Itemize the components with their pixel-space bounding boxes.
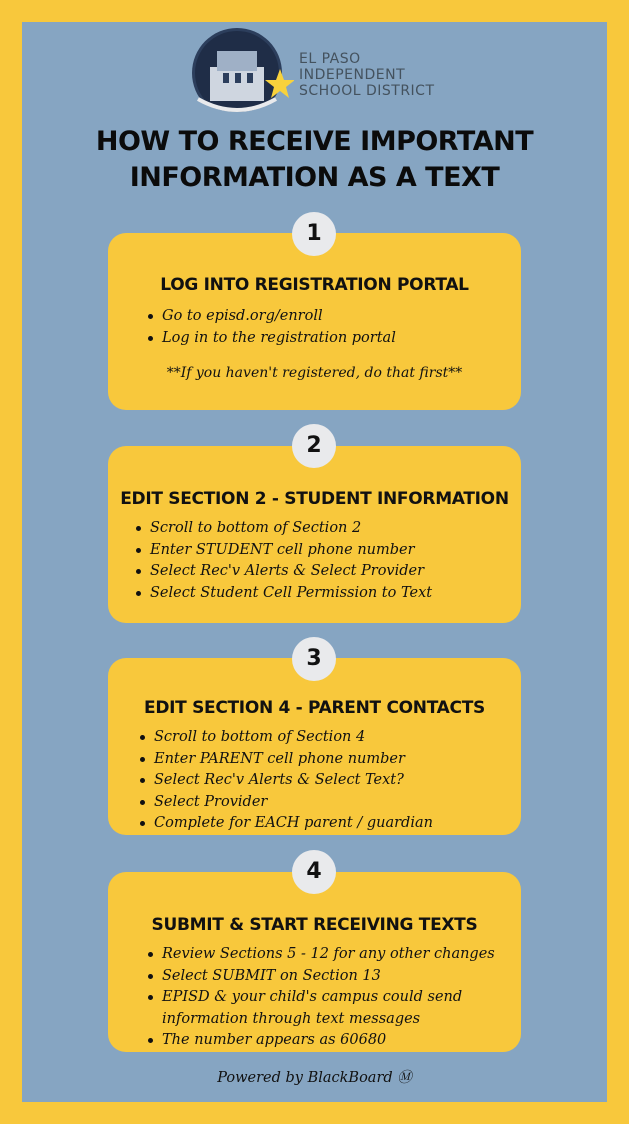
list-item: Scroll to bottom of Section 2 <box>134 518 432 540</box>
list-item-continuation: information through text messages <box>162 1010 421 1027</box>
step-4-list <box>146 944 495 1052</box>
step-3-badge: 3 <box>292 637 336 681</box>
step-3-card <box>108 658 521 835</box>
step-1-badge: 1 <box>292 212 336 256</box>
district-seal-icon <box>190 27 294 123</box>
page-title-line-2: INFORMATION AS A TEXT <box>129 162 500 193</box>
district-logo <box>190 27 470 123</box>
list-item: EPISD & your child's campus could send <box>146 987 495 1009</box>
step-2-card <box>108 446 521 623</box>
step-3-list <box>138 727 433 835</box>
list-item: Complete for EACH parent / guardian <box>138 813 433 835</box>
district-name-line-2: INDEPENDENT <box>299 67 406 83</box>
district-name-line-3: SCHOOL DISTRICT <box>299 83 435 99</box>
list-item: Enter PARENT cell phone number <box>138 749 433 771</box>
list-item: Enter STUDENT cell phone number <box>134 540 432 562</box>
step-2-list <box>134 518 432 604</box>
step-1-note: **If you haven't registered, do that first** <box>166 365 463 381</box>
step-4-badge: 4 <box>292 850 336 894</box>
district-name-line-1: EL PASO <box>299 51 361 67</box>
step-1-card <box>108 233 521 410</box>
list-item: Scroll to bottom of Section 4 <box>138 727 433 749</box>
page-title <box>22 124 607 196</box>
page-title-line-1: HOW TO RECEIVE IMPORTANT <box>95 126 534 157</box>
powered-by-footer: Powered by BlackBoard Ⓜ <box>217 1070 412 1086</box>
step-4-title: SUBMIT & START RECEIVING TEXTS <box>151 915 478 935</box>
district-name <box>299 51 435 99</box>
step-2-badge: 2 <box>292 424 336 468</box>
list-item: Log in to the registration portal <box>146 328 396 350</box>
step-3-title: EDIT SECTION 4 - PARENT CONTACTS <box>144 698 485 718</box>
list-item: Select Rec'v Alerts & Select Provider <box>134 561 432 583</box>
list-item: Review Sections 5 - 12 for any other changes <box>146 944 495 966</box>
step-1-list <box>146 306 396 349</box>
list-item: The number appears as 60680 <box>146 1030 495 1052</box>
step-2-title: EDIT SECTION 2 - STUDENT INFORMATION <box>120 489 509 509</box>
list-item: Select Student Cell Permission to Text <box>134 583 432 605</box>
list-item: Select Provider <box>138 792 433 814</box>
list-item: Select SUBMIT on Section 13 <box>146 966 495 988</box>
list-item: Go to episd.org/enroll <box>146 306 396 328</box>
step-4-card <box>108 872 521 1052</box>
step-1-title: LOG INTO REGISTRATION PORTAL <box>160 275 469 295</box>
list-item: Select Rec'v Alerts & Select Text? <box>138 770 433 792</box>
